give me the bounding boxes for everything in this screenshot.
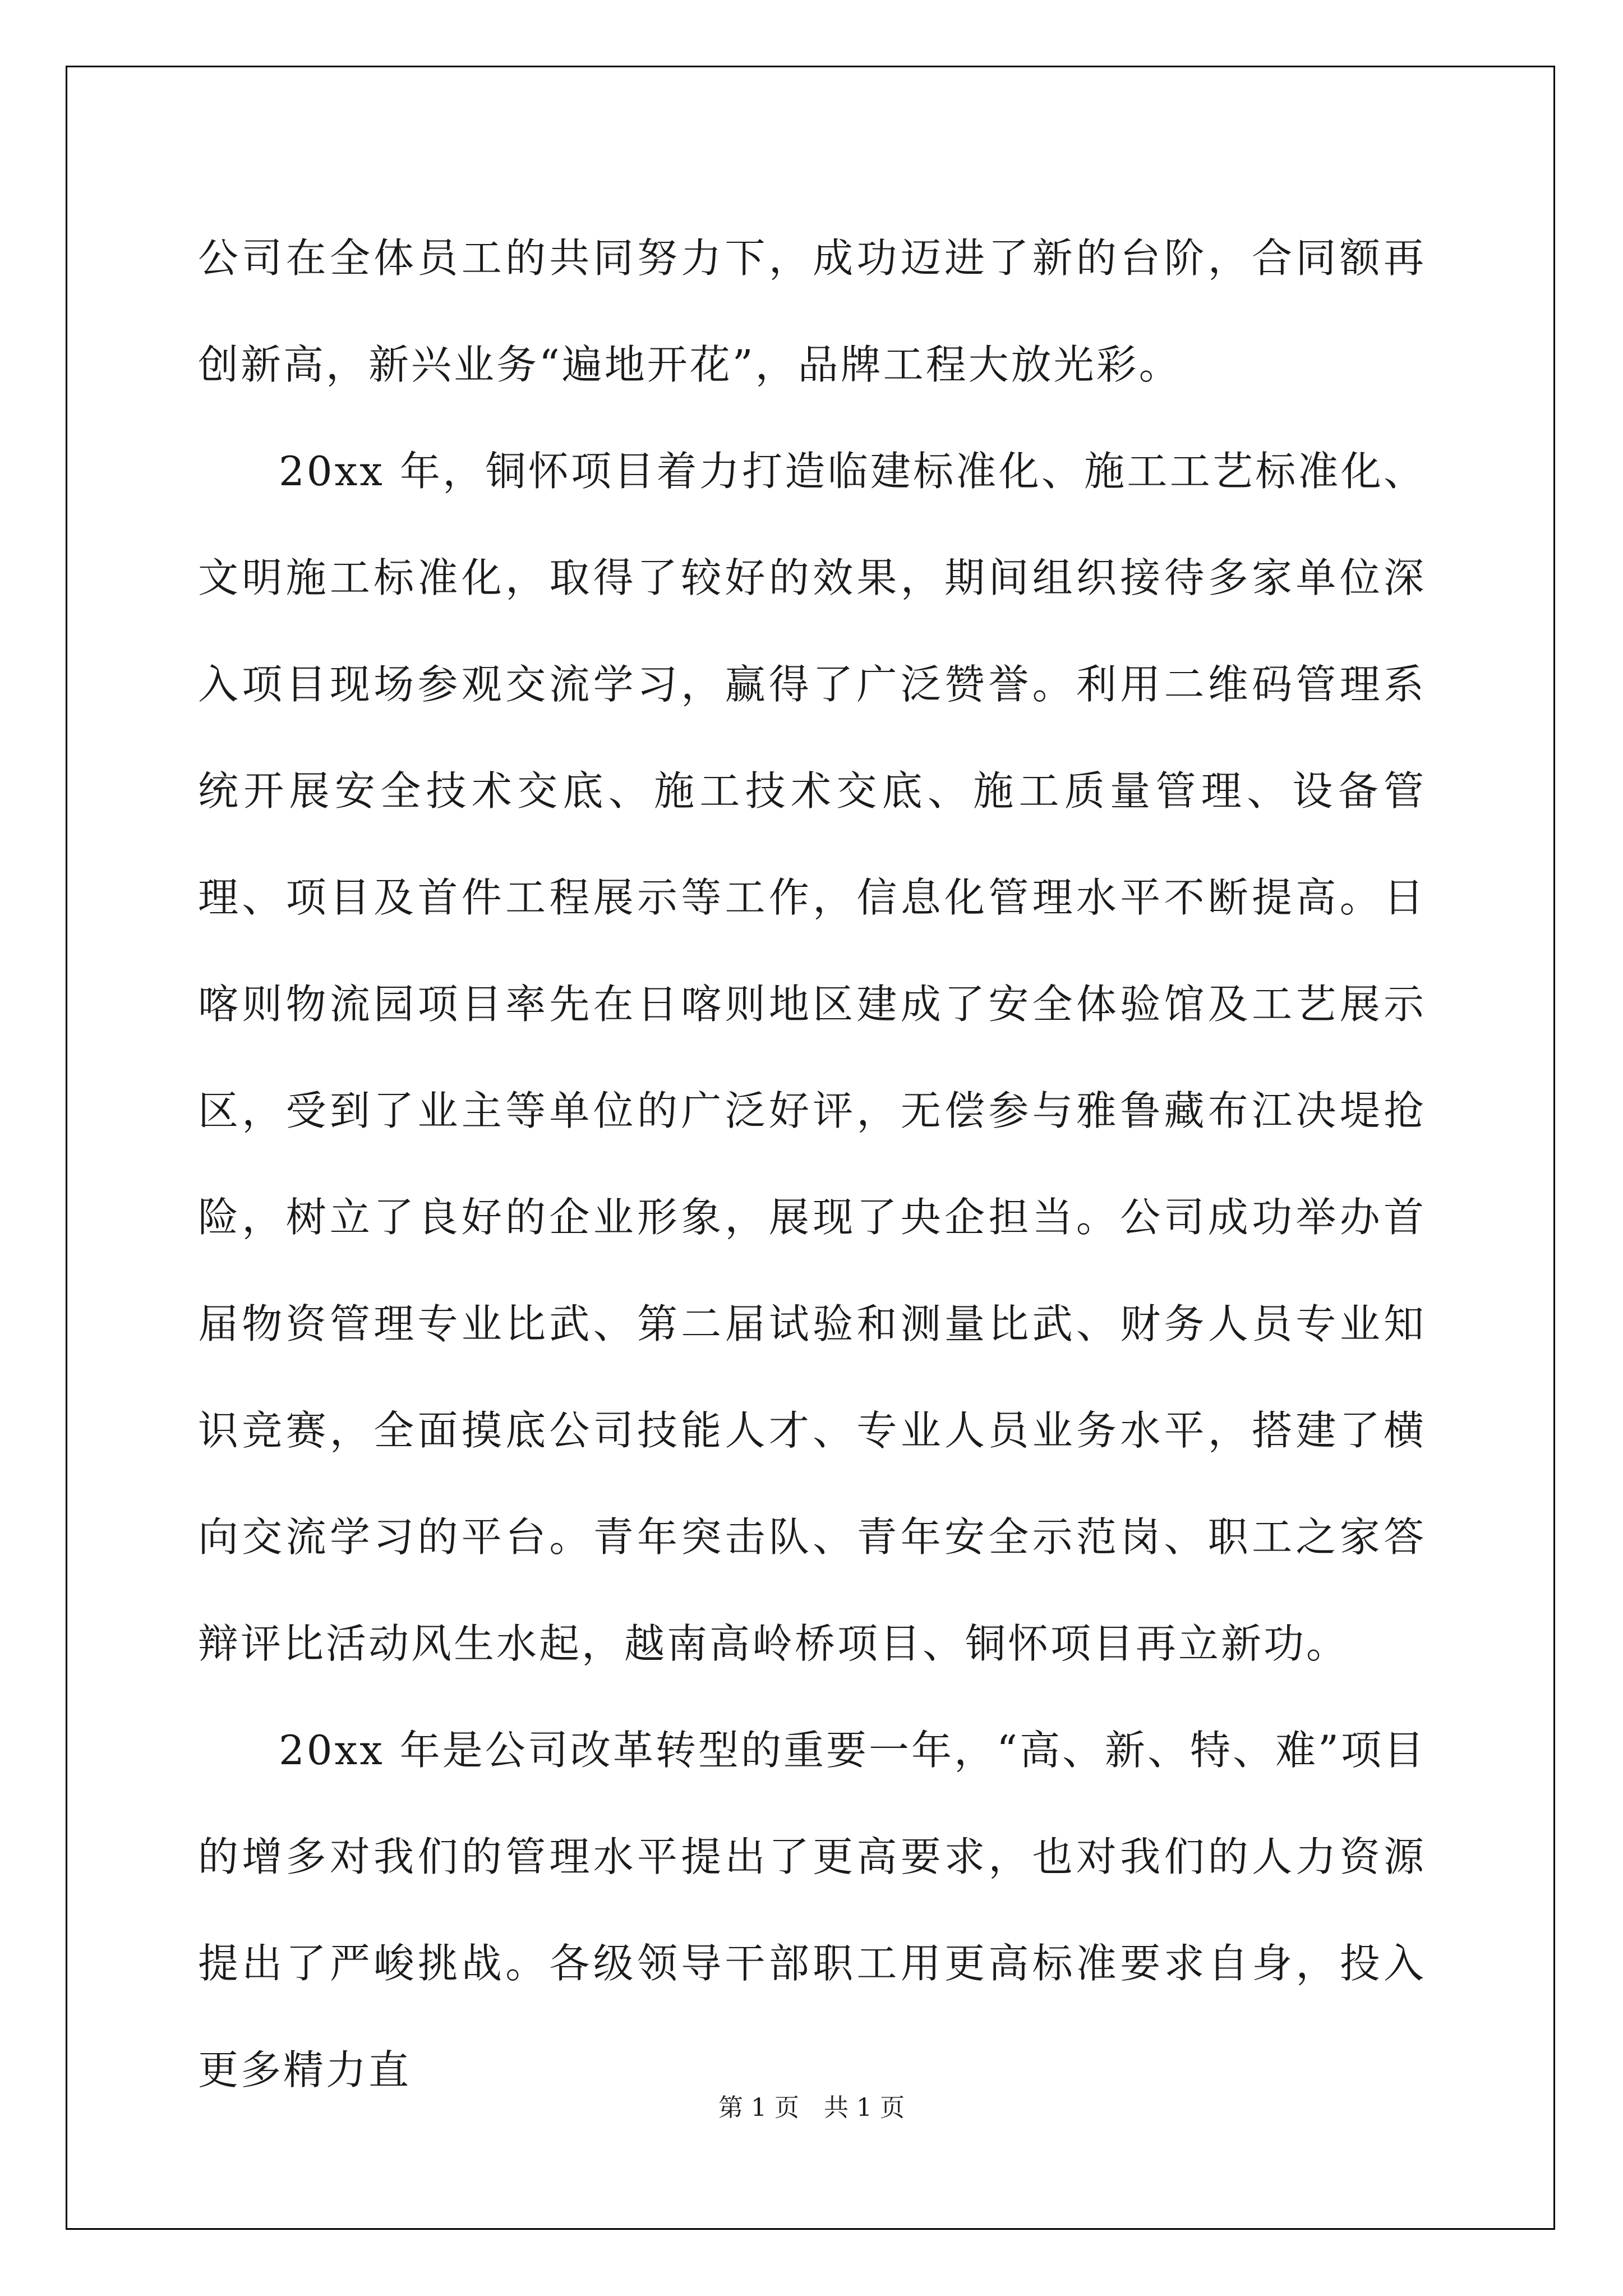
document-body: [198, 205, 1426, 2123]
paragraph-achievements: 20xx 年，铜怀项目着力打造临建标准化、施工工艺标准化、文明施工标准化，取得了较好的效果，期间组织接待多家单位深入项目现场参观交流学习，赢得了广泛赞誉。利用二维码管理系统开展安全技术交底、施工技术交底、施工质量管理、设备管理、项目及首件工程展示等工作，信息化管理水平不断提高。日喀则物流园项目率先在日喀则地区建成了安全体验馆及工艺展示区，受到了业主等单位的广泛好评，无偿参与雅鲁藏布江决堤抢险，树立了良好的企业形象，展现了央企担当。公司成功举办首届物资管理专业比武、第二届试验和测量比武、财务人员专业知识竞赛，全面摸底公司技能人才、专业人员业务水平，搭建了横向交流学习的平台。青年突击队、青年安全示范岗、职工之家答辩评比活动风生水起，越南高岭桥项目、铜怀项目再立新功。: [198, 448, 1426, 1667]
paragraph-outlook: 20xx 年是公司改革转型的重要一年，“高、新、特、难”项目的增多对我们的管理水平提出了更高要求，也对我们的人力资源提出了严峻挑战。各级领导干部职工用更高标准要求自身，投入更多精力直: [198, 1727, 1426, 2093]
paragraph-intro: 公司在全体员工的共同努力下，成功迈进了新的台阶，合同额再创新高，新兴业务“遍地开花”，品牌工程大放光彩。: [198, 234, 1426, 388]
page-number-footer: 第 1 页 共 1 页: [718, 2093, 905, 2122]
